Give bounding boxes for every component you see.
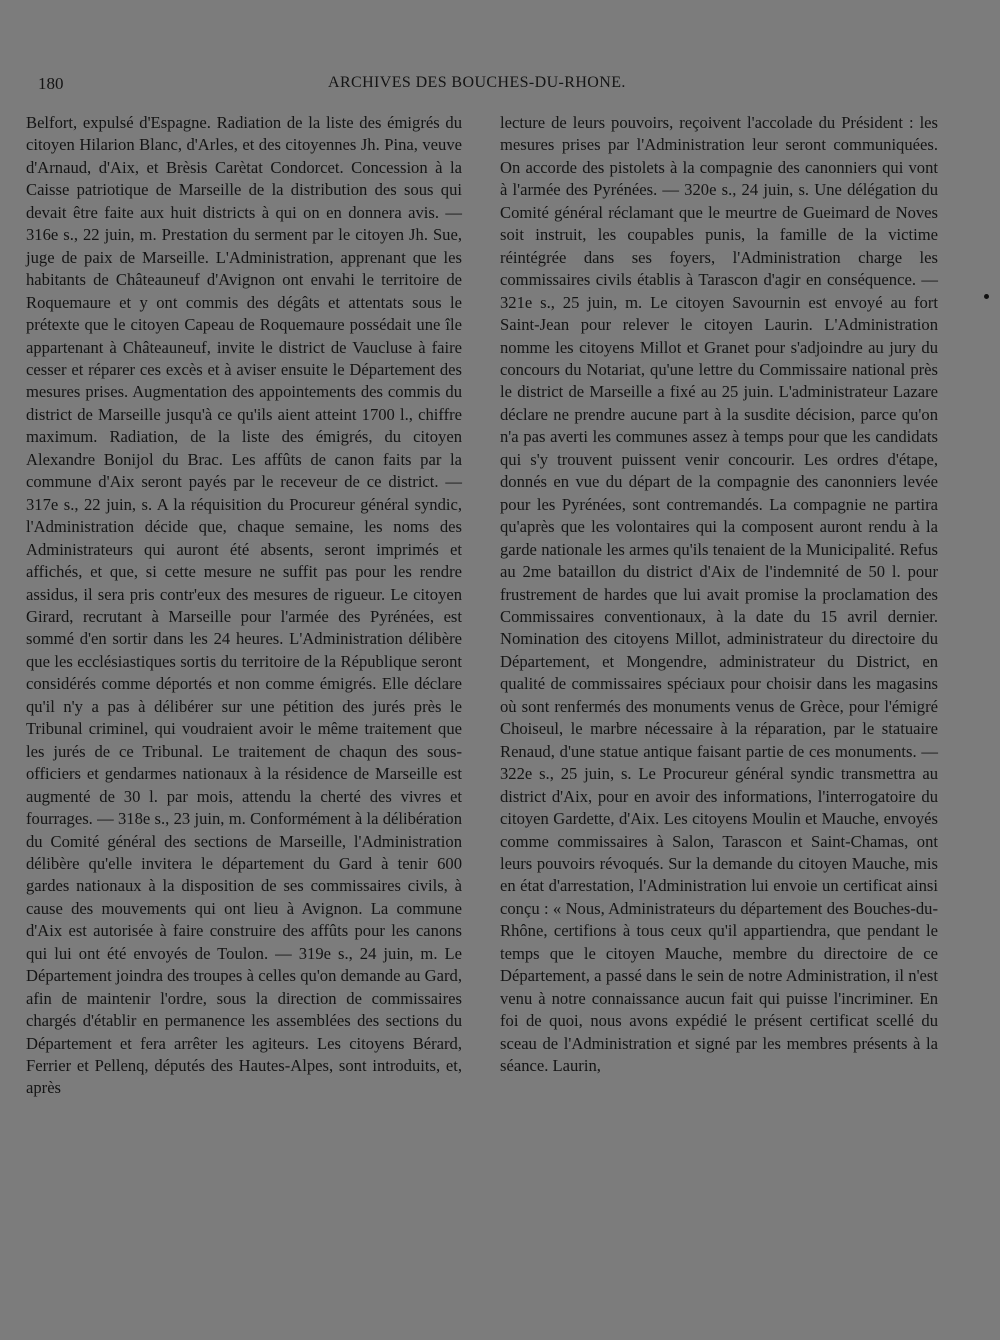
column-text-left: Belfort, expulsé d'Espagne. Radiation de la liste des émigrés du citoyen Hilarion Blanc, d'Arles, et des citoyennes Jh. Pina, veuve d'Arnaud, d'Aix, et Brèsis Carètat Condorcet. Concession à la Caisse patriotique de Marseille de la distribution des sous qui devait être faite aux huit districts à qui on en donnera avis. — 316e s., 22 juin, m. Prestation du serment par le citoyen Jh. Sue, juge de paix de Marseille. L'Administration, apprenant que les habitants de Châteauneuf d'Avignon ont envahi le territoire de Roquemaure et y ont commis des dégâts et attentats sous le prétexte que le citoyen Capeau de Roquemaure possédait une île appartenant à Châteauneuf, invite le district de Vaucluse à faire cesser et réparer ces excès et à aviser ensuite le Département des mesures prises. Augmentation des appointements des commis du district de Marseille jusqu'à ce qu'ils aient atteint 1700 l., chiffre maximum. Radiation, de la liste des émigrés, du citoyen Alexandre Bonijol du Brac. Les affûts de canon faits par la commune d'Aix seront payés par le receveur de ce district. — 317e s., 22 juin, s. A la réquisition du Procureur général syndic, l'Administration décide que, chaque semaine, les noms des Administrateurs qui auront été absents, seront imprimés et affichés, et que, si cette mesure ne suffit pas pour les rendre assidus, il sera pris contr'eux des mesures de rigueur. Le citoyen Girard, recrutant à Marseille pour l'armée des Pyrénées, est sommé d'en sortir dans les 24 heures. L'Administration délibère que les ecclésiastiques sortis du territoire de la République seront considérés comme déportés et non comme émigrés. Elle déclare qu'il n'y a pas à délibérer sur une pétition des jurés près le Tribunal criminel, qui voudraient avoir le même traitement que les jurés de ce Tribunal. Le traitement de chaqun des sous-officiers et gendarmes nationaux à la résidence de Marseille est augmenté de 30 l. par mois, attendu la cherté des vivres et fourrages. — 318e s., 23 juin, m. Conformément à la délibération du Comité général des sections de Marseille, l'Administration délibère qu'elle invitera le département du Gard à tenir 600 gardes nationaux à la disposition de ses commissaires civils, à cause des mouvements qui ont lieu à Avignon. La commune d'Aix est autorisée à faire construire des affûts pour les canons qui lui ont été envoyés de Toulon. — 319e s., 24 juin, m. Le Département joindra des troupes à celles qu'on demande au Gard, afin de maintenir l'ordre, sous la direction de commissaires chargés d'établir en permanence les assemblées des sections du Département et fera arrêter les agiteurs. Les citoyens Bérard, Ferrier et Pellenq, députés des Hautes-Alpes, sont introduits, et, après — [26, 113, 462, 1098]
margin-mark — [984, 294, 989, 299]
text-column-left — [26, 112, 462, 1100]
running-head: ARCHIVES DES BOUCHES-DU-RHONE. — [328, 74, 626, 91]
column-text-right: lecture de leurs pouvoirs, reçoivent l'accolade du Président : les mesures prises par l'Administration leur seront communiquées. On accorde des pistolets à la compagnie des canonniers qui vont à l'armée des Pyrénées. — 320e s., 24 juin, s. Une délégation du Comité général réclamant que le meurtre de Gueimard de Noves soit instruit, les coupables punis, la famille de la victime réintégrée dans ses foyers, l'Administration charge les commissaires civils établis à Tarascon d'agir en conséquence. — 321e s., 25 juin, m. Le citoyen Savournin est envoyé au fort Saint-Jean pour relever le citoyen Laurin. L'Administration nomme les citoyens Millot et Granet pour s'adjoindre au jury du concours du Notariat, qu'une lettre du Commissaire national près le district de Marseille a fixé au 25 juin. L'administrateur Lazare déclare ne prendre aucune part à la susdite décision, parce qu'on n'a pas averti les communes assez à temps pour que les candidats qui s'y trouvent puissent venir concourir. Les ordres d'étape, donnés en vue du départ de la compagnie des canonniers levée pour les Pyrénées, sont contremandés. La compagnie ne partira qu'après que les volontaires qui la composent auront rendu à la garde nationale les armes qu'ils tenaient de la Municipalité. Refus au 2me bataillon du district d'Aix de l'indemnité de 50 l. pour frustrement de hardes que lui avait promise la proclamation des Commissaires conventionaux, à la date du 15 avril dernier. Nomination des citoyens Millot, administrateur du directoire du Département, et Mongendre, administrateur du District, en qualité de commissaires spéciaux pour choisir dans les magasins où sont renfermés des monuments venus de Grèce, pour l'émigré Choiseul, le marbre nécessaire à la réparation, par le statuaire Renaud, d'une statue antique faisant partie de ces monuments. — 322e s., 25 juin, s. Le Procureur général syndic transmettra au district d'Aix, pour en avoir des informations, l'interrogatoire du citoyen Gardette, d'Aix. Les citoyens Moulin et Mauche, envoyés comme commissaires à Salon, Tarascon et Saint-Chamas, ont leurs pouvoirs révoqués. Sur la demande du citoyen Mauche, mis en état d'arrestation, l'Administration lui envoie un certificat ainsi conçu : « Nous, Administrateurs du département des Bouches-du-Rhône, certifions à tous ceux qu'il appartiendra, que pendant le temps que le citoyen Mauche, membre du directoire de ce Département, a passé dans le sein de notre Administration, il n'est venu à notre connaissance aucun fait qui puisse l'incriminer. En foi de quoi, nous avons expédié le présent certificat scellé du sceau de l'Administration et signé par les membres présents à la séance. Laurin, — [500, 113, 938, 1076]
page-number: 180 — [38, 74, 64, 93]
page-header — [38, 74, 938, 100]
text-column-right — [500, 112, 938, 1077]
